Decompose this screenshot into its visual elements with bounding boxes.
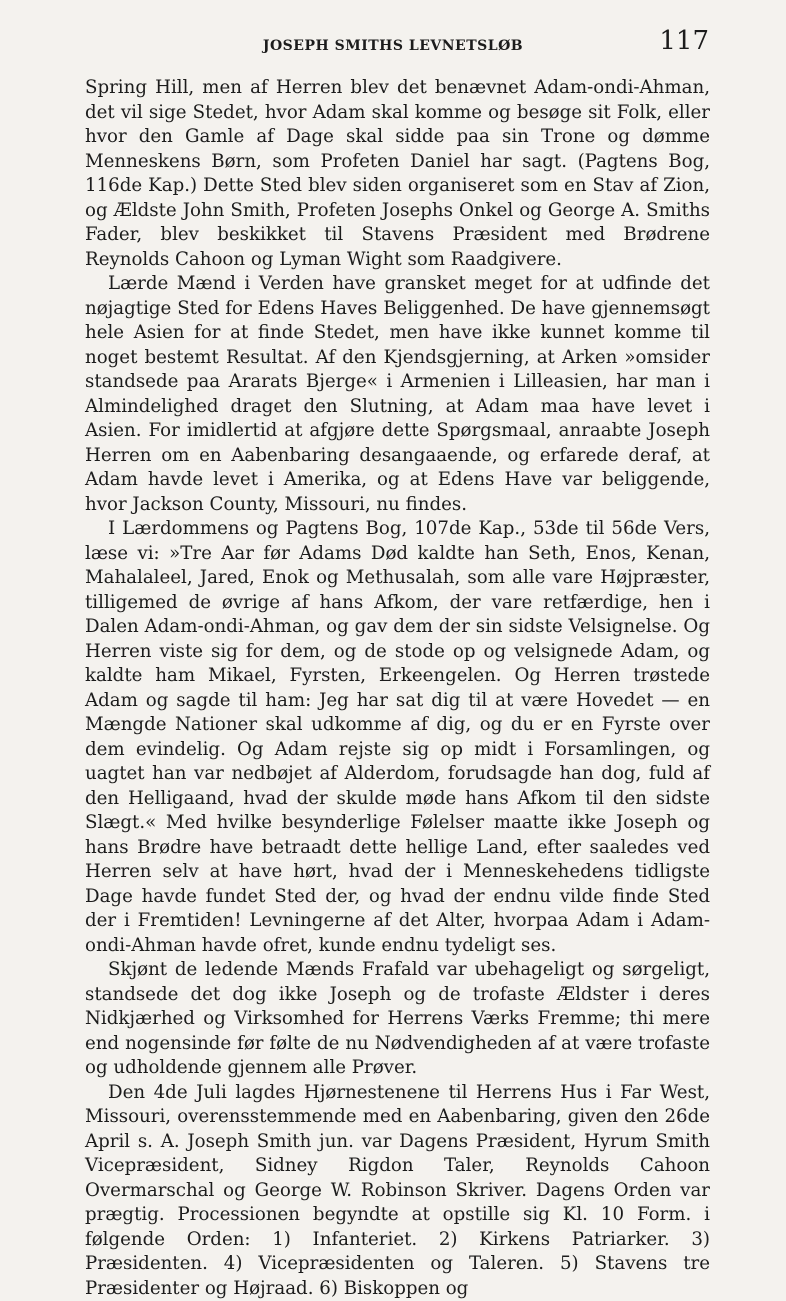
paragraph-4: Skjønt de ledende Mænds Frafald var ubehageligt og sørgeligt, standsede det dog ikke Joseph og de trofaste Ældster i deres Nidkjærhed og Virksomhed for Herrens Værks Fremme; thi mere end nogensinde før følte de nu Nødvendigheden af at være trofaste og udholdende gjennem alle Prøver.	[85, 958, 710, 1081]
paragraph-2: Lærde Mænd i Verden have gransket meget for at udfinde det nøjagtige Sted for Edens Haves Beliggenhed. De have gjennemsøgt hele Asien for at finde Stedet, men have ikke kunnet komme til noget bestemt Resultat. Af den Kjendsgjerning, at Arken »omsider standsede paa Ararats Bjerge« i Armenien i Lilleasien, har man i Almindelighed draget den Slutning, at Adam maa have levet i Asien. For imidlertid at afgjøre dette Spørgsmaal, anraabte Joseph Herren om en Aabenbaring desangaaende, og erfarede deraf, at Adam havde levet i Amerika, og at Edens Have var beliggende, hvor Jackson County, Missouri, nu findes.	[85, 272, 710, 517]
paragraph-3: I Lærdommens og Pagtens Bog, 107de Kap., 53de til 56de Vers, læse vi: »Tre Aar før Adams Død kaldte han Seth, Enos, Kenan, Mahalaleel, Jared, Enok og Methusalah, som alle vare Højpræster, tilligemed de øvrige af hans Afkom, der vare retfærdige, hen i Dalen Adam-ondi-Ahman, og gav dem der sin sidste Velsignelse. Og Herren viste sig for dem, og de stode op og velsignede Adam, og kaldte ham Mikael, Fyrsten, Erkeengelen. Og Herren trøstede Adam og sagde til ham: Jeg har sat dig til at være Hovedet — en Mængde Nationer skal udkomme af dig, og du er en Fyrste over dem evindelig. Og Adam rejste sig op midt i Forsamlingen, og uagtet han var nedbøjet af Alderdom, forudsagde han dog, fuld af den Helligaand, hvad der skulde møde hans Afkom til den sidste Slægt.« Med hvilke besynderlige Følelser maatte ikke Joseph og hans Brødre have betraadt dette hellige Land, efter saaledes ved Herren selv at have hørt, hvad der i Menneskehedens tidligste Dage havde fundet Sted der, og hvad der endnu vilde finde Sted der i Fremtiden! Levningerne af det Alter, hvorpaa Adam i Adam-ondi-Ahman havde ofret, kunde endnu tydeligt ses.	[85, 517, 710, 958]
paragraph-1: Spring Hill, men af Herren blev det benævnet Adam-ondi-Ahman, det vil sige Stedet, hvor Adam skal komme og besøge sit Folk, eller hvor den Gamle af Dage skal sidde paa sin Trone og dømme Menneskens Børn, som Profeten Daniel har sagt. (Pagtens Bog, 116de Kap.) Dette Sted blev siden organiseret som en Stav af Zion, og Ældste John Smith, Profeten Josephs Onkel og George A. Smiths Fader, blev beskikket til Stavens Præsident med Brødrene Reynolds Cahoon og Lyman Wight som Raadgivere.	[85, 76, 710, 272]
page-number: 117	[659, 26, 709, 56]
paragraph-5: Den 4de Juli lagdes Hjørnestenene til Herrens Hus i Far West, Missouri, overensstemmende med en Aabenbaring, given den 26de April s. A. Joseph Smith jun. var Dagens Præsident, Hyrum Smith Vicepræsident, Sidney Rigdon Taler, Reynolds Cahoon Overmarschal og George W. Robinson Skriver. Dagens Orden var prægtig. Processionen begyndte at opstille sig Kl. 10 Form. i følgende Orden: 1) Infanteriet. 2) Kirkens Patriarker. 3) Præsidenten. 4) Vicepræsidenten og Taleren. 5) Stavens tre Præsidenter og Højraad. 6) Biskoppen og	[85, 1081, 710, 1301]
body-text	[85, 76, 710, 1301]
running-title: JOSEPH SMITHS LEVNETSLØB	[0, 38, 786, 54]
